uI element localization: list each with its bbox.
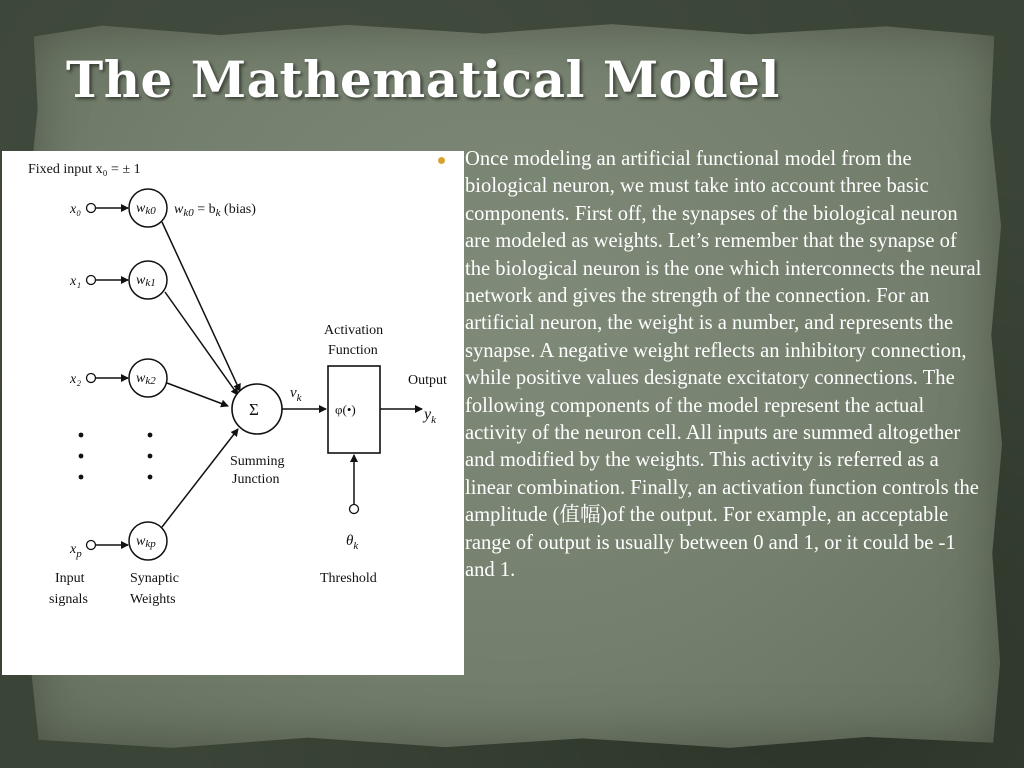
neuron-diagram-svg <box>2 151 464 675</box>
vk-label: $v_k$ <box>290 385 302 404</box>
weight-label-p: wkp <box>136 534 156 550</box>
bias-label: $w_{k0} = b_k$ (bias) <box>174 202 256 219</box>
input-x1-label: x₁ <box>70 274 82 289</box>
activation-title-line2: Function <box>328 343 378 358</box>
synaptic-weights-line1: Synaptic <box>130 571 179 586</box>
weight-label-0: wk0 <box>136 201 156 217</box>
input-node-1 <box>87 276 96 285</box>
output-label: Output <box>408 373 447 388</box>
neuron-model-diagram <box>2 151 464 675</box>
threshold-node <box>350 505 359 514</box>
ellipsis-dots <box>79 433 153 480</box>
input-node-p <box>87 541 96 550</box>
input-node-0 <box>87 204 96 213</box>
summing-label-line2: Junction <box>232 472 280 487</box>
weight-label-2: wk2 <box>136 371 156 387</box>
fixed-input-label: Fixed input x₀ = ± 1 <box>28 162 141 177</box>
weight-label-1: wk1 <box>136 273 156 289</box>
activation-title-line1: Activation <box>324 323 384 338</box>
sum-symbol: Σ <box>249 400 259 419</box>
yk-label: $y_k$ <box>424 406 436 426</box>
bullet-dot-icon <box>438 157 445 164</box>
weight-sum-arrow-p <box>162 429 238 527</box>
input-x2-label: x₂ <box>70 372 82 387</box>
threshold-label: Threshold <box>320 571 377 586</box>
slide-title: The Mathematical Model <box>66 50 780 109</box>
theta-label: $\theta_k$ <box>346 533 359 552</box>
activation-symbol: φ(•) <box>335 402 356 417</box>
weight-sum-arrow-0 <box>162 222 240 391</box>
weight-sum-arrow-2 <box>167 383 228 406</box>
slide-body-text: Once modeling an artificial functional model from the biological neuron, we must take into account three basic components. First off, the synapses of the biological neuron are modeled as weights. Let’s remember that the synapse of the biological neuron is the one which interconnects the neural network and gives the strength of the connection. For an artificial neuron, the weight is a number, and represents the synapse. A negative weight reflects an inhibitory connection, while positive values designate excitatory connections. The following components of the model represent the actual activity of the neuron cell. All inputs are summed altogether and modified by the weights. This activity is referred as a linear combination. Finally, an activation function controls the amplitude (值幅)of the output. For example, an acceptable range of output is usually between 0 and 1, or it could be -1 and 1. <box>465 148 982 582</box>
input-xp-label: $x_p$ <box>70 542 82 560</box>
input-node-2 <box>87 374 96 383</box>
input-signals-line2: signals <box>49 592 88 607</box>
summing-label-line1: Summing <box>230 454 285 469</box>
input-x0-label: x₀ <box>70 202 82 217</box>
synaptic-weights-line2: Weights <box>130 592 176 607</box>
input-signals-line1: Input <box>55 571 85 586</box>
